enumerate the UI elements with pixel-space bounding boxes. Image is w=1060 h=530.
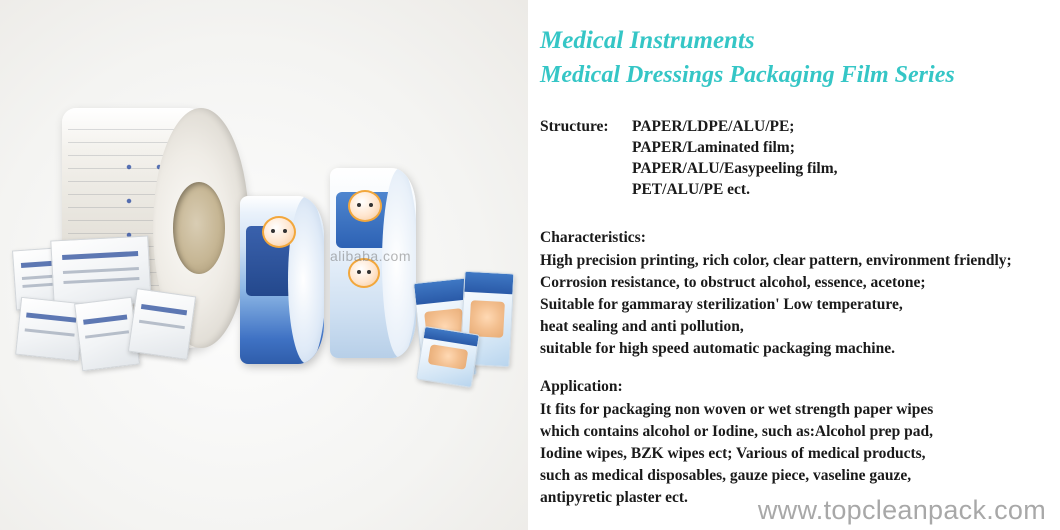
structure-label: Structure: xyxy=(540,118,609,135)
structure-value: PAPER/LDPE/ALU/PE; xyxy=(632,118,795,135)
structure-value: PAPER/ALU/Easypeeling film, xyxy=(632,160,838,177)
application-line: such as medical disposables, gauze piece, vaseline gauze, xyxy=(540,467,912,484)
sachet-text-line xyxy=(25,328,75,336)
sachet-text-line xyxy=(85,330,130,338)
characteristics-line: Suitable for gammaray sterilization' Low temperature, xyxy=(540,296,903,313)
characteristics-line: suitable for high speed automatic packaging machine. xyxy=(540,340,895,357)
application-line: which contains alcohol or Iodine, such as:Alcohol prep pad, xyxy=(540,423,934,440)
application-heading: Application: xyxy=(540,378,623,395)
pack-top-band xyxy=(414,279,468,305)
sachet-text-line xyxy=(139,320,185,329)
sachet-band xyxy=(83,314,128,324)
roll-end-face xyxy=(288,196,324,364)
title-line-2: Medical Dressings Packaging Film Series xyxy=(540,62,955,88)
characteristics-line: heat sealing and anti pollution, xyxy=(540,318,744,335)
characteristics-line: Corrosion resistance, to obstruct alcohol, essence, acetone; xyxy=(540,274,926,291)
pack-graphic xyxy=(469,300,505,339)
structure-value: PET/ALU/PE ect. xyxy=(632,181,750,198)
site-watermark: www.topcleanpack.com xyxy=(757,495,1046,525)
pack-graphic xyxy=(427,344,469,371)
application-line: Iodine wipes, BZK wipes ect; Various of medical products, xyxy=(540,445,926,462)
photo-watermark: alibaba.com xyxy=(330,248,411,264)
product-photo xyxy=(0,0,528,530)
cartoon-face-icon xyxy=(262,216,296,248)
pack-top-band xyxy=(464,272,513,295)
sachet-band xyxy=(26,312,76,322)
sachet-text-line xyxy=(62,267,139,274)
text-panel xyxy=(528,0,1060,530)
structure-section xyxy=(540,116,1052,200)
sachet-text-line xyxy=(63,277,140,284)
sachet-band xyxy=(62,251,139,260)
title-line-1: Medical Instruments xyxy=(540,27,755,54)
characteristics-heading: Characteristics: xyxy=(540,229,646,246)
characteristics-section xyxy=(540,227,1052,360)
application-line: antipyretic plaster ect. xyxy=(540,489,688,506)
characteristics-line: High precision printing, rich color, clear pattern, environment friendly; xyxy=(540,252,1012,269)
sachet-pack xyxy=(128,288,196,360)
application-line: It fits for packaging non woven or wet strength paper wipes xyxy=(540,401,934,418)
page-title xyxy=(540,24,1056,92)
sachet-band xyxy=(141,304,188,315)
structure-value: PAPER/Laminated film; xyxy=(632,139,795,156)
wipe-pack xyxy=(416,326,480,388)
application-section xyxy=(540,376,1052,509)
roll-core xyxy=(173,182,225,274)
cartoon-face-icon xyxy=(348,190,382,222)
structure-values xyxy=(632,116,838,200)
